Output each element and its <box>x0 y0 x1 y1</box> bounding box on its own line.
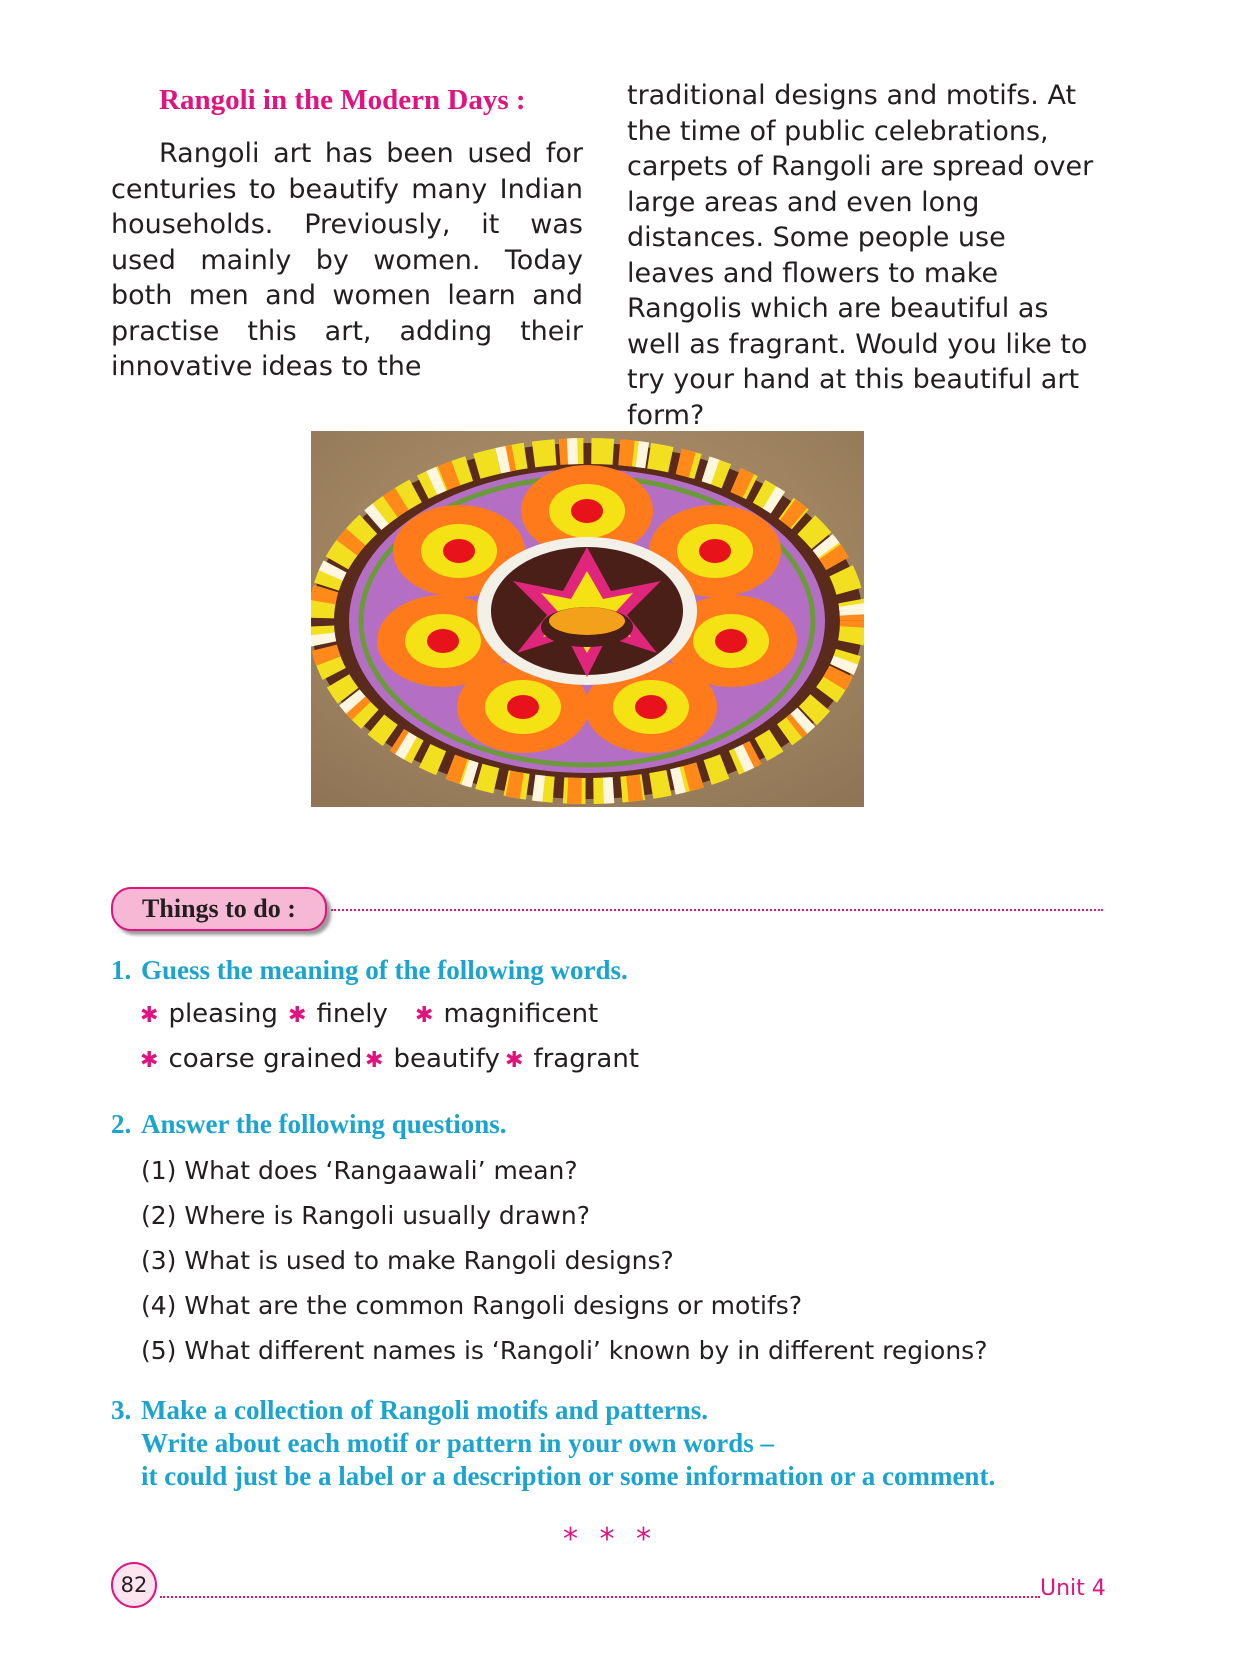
list-item: (2) Where is Rangoli usually drawn? <box>141 1201 590 1230</box>
question-2-number: 2. <box>111 1109 132 1139</box>
unit-label: Unit 4 <box>1040 1576 1106 1601</box>
question-3-line-2: Write about each motif or pattern in your own words – <box>141 1428 774 1458</box>
asterisk-bullet-icon: ✱ <box>415 1003 434 1028</box>
question-2-heading <box>111 1108 507 1141</box>
question-1-text: Guess the meaning of the following words. <box>141 955 628 985</box>
question-3-line-3: it could just be a label or a description or some information or a comment. <box>141 1461 996 1491</box>
list-item: (1) What does ‘Rangaawali’ mean? <box>141 1156 578 1185</box>
asterisk-bullet-icon: ✱ <box>288 1003 307 1028</box>
asterisk-bullet-icon: ✱ <box>505 1048 524 1073</box>
question-3-line-1: 3. Make a collection of Rangoli motifs and patterns. <box>111 1395 708 1425</box>
footer-dotted-line <box>160 1596 1040 1598</box>
question-list <box>141 1148 987 1373</box>
right-paragraph: traditional designs and motifs. At the time of public celebrations, carpets of Rangoli are spread over large areas and even long distances. Some people use leaves and flowers to make Rangolis which are beautiful as well as fragrant. Would you like to try your hand at this beautiful art form? <box>627 80 1094 431</box>
section-end-mark: * * * <box>562 1522 658 1557</box>
things-to-do-header <box>111 887 1103 933</box>
asterisk-bullet-icon: ✱ <box>365 1048 384 1073</box>
left-column <box>111 78 583 385</box>
right-column <box>627 78 1101 433</box>
dotted-divider <box>331 909 1103 911</box>
left-paragraph: Rangoli art has been used for centuries to beautify many Indian households. Previously, it was used mainly by women. Today both men and women learn and practise this art, adding their innovative ideas to the <box>111 138 583 382</box>
list-item: ✱ beautify <box>365 1044 500 1074</box>
question-3-number: 3. <box>111 1395 132 1425</box>
section-title: Rangoli in the Modern Days : <box>159 84 526 116</box>
list-item: ✱ pleasing <box>140 999 278 1029</box>
question-2-text: Answer the following questions. <box>141 1109 507 1139</box>
word-list-row-1 <box>140 996 598 1034</box>
list-item: ✱ finely <box>288 999 388 1029</box>
list-item: (4) What are the common Rangoli designs or motifs? <box>141 1291 803 1320</box>
asterisk-bullet-icon: ✱ <box>140 1003 159 1028</box>
word-list-row-2 <box>140 1041 639 1079</box>
list-item: ✱ magnificent <box>415 999 599 1029</box>
question-1-number: 1. <box>111 955 132 985</box>
list-item: (5) What different names is ‘Rangoli’ known by in different regions? <box>141 1336 988 1365</box>
list-item: ✱ fragrant <box>505 1044 640 1074</box>
question-3 <box>111 1394 995 1493</box>
page-number: 82 <box>111 1562 157 1608</box>
question-1-heading <box>111 954 628 987</box>
list-item: ✱ coarse grained <box>140 1044 363 1074</box>
rangoli-flower-photo <box>311 431 864 807</box>
things-to-do-label: Things to do : <box>111 887 327 931</box>
list-item: (3) What is used to make Rangoli designs? <box>141 1246 674 1275</box>
asterisk-bullet-icon: ✱ <box>140 1048 159 1073</box>
